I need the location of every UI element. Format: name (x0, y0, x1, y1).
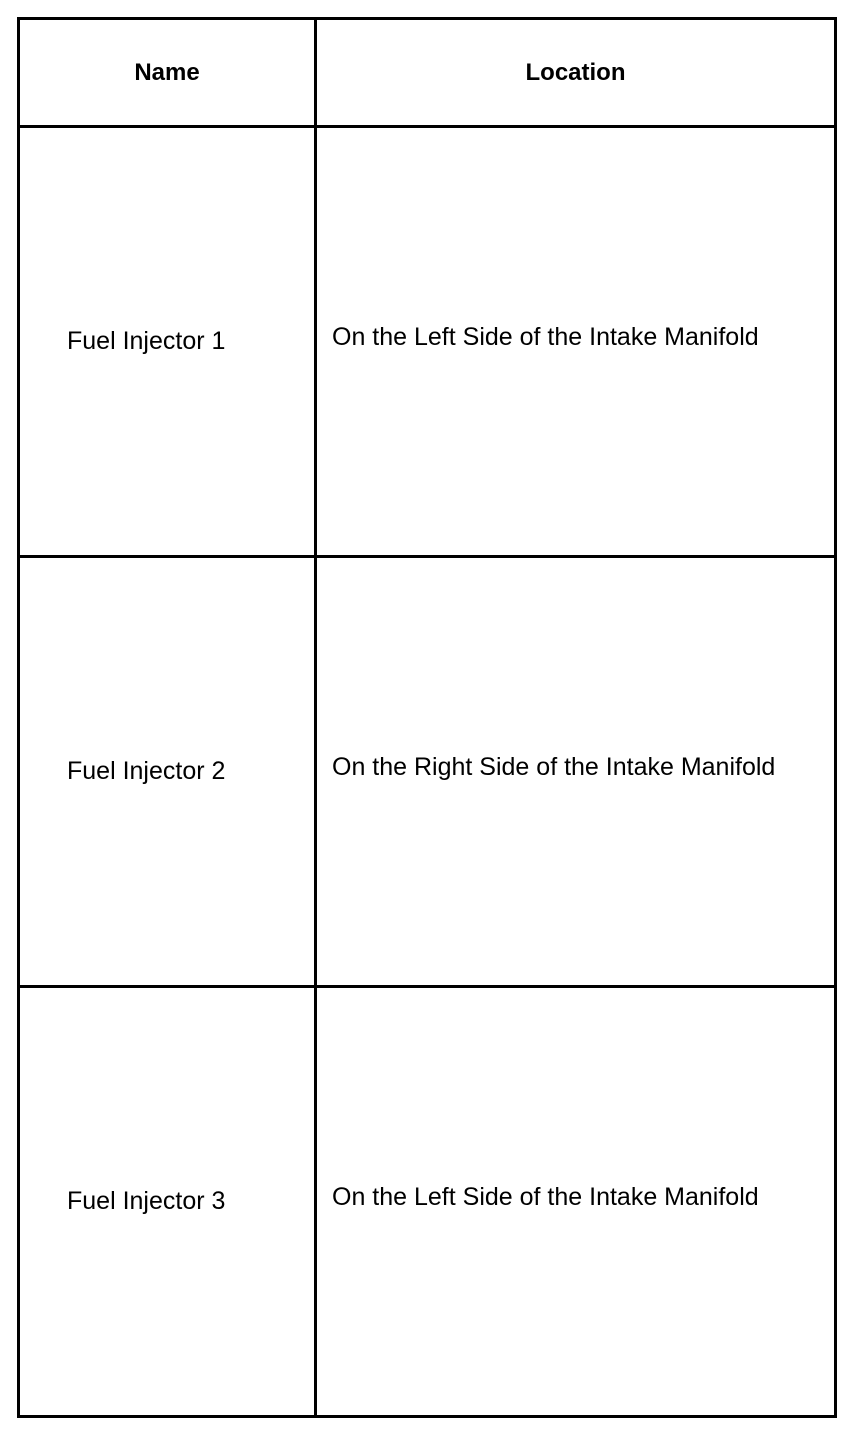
table-header-row (19, 19, 836, 127)
name-cell: Fuel Injector 3 (19, 987, 316, 1417)
name-cell: Fuel Injector 1 (19, 127, 316, 557)
column-header-location: Location (316, 19, 836, 127)
location-cell (316, 987, 836, 1417)
table-row (19, 987, 836, 1417)
fuel-injector-location-table (17, 17, 837, 1418)
table-row (19, 557, 836, 987)
name-cell: Fuel Injector 2 (19, 557, 316, 987)
location-text: On the Left Side of the Intake Manifold (332, 1183, 759, 1211)
location-text: On the Left Side of the Intake Manifold (332, 323, 759, 351)
column-header-name: Name (19, 19, 316, 127)
location-text: On the Right Side of the Intake Manifold (332, 753, 776, 781)
location-cell (316, 557, 836, 987)
location-cell (316, 127, 836, 557)
table-row (19, 127, 836, 557)
